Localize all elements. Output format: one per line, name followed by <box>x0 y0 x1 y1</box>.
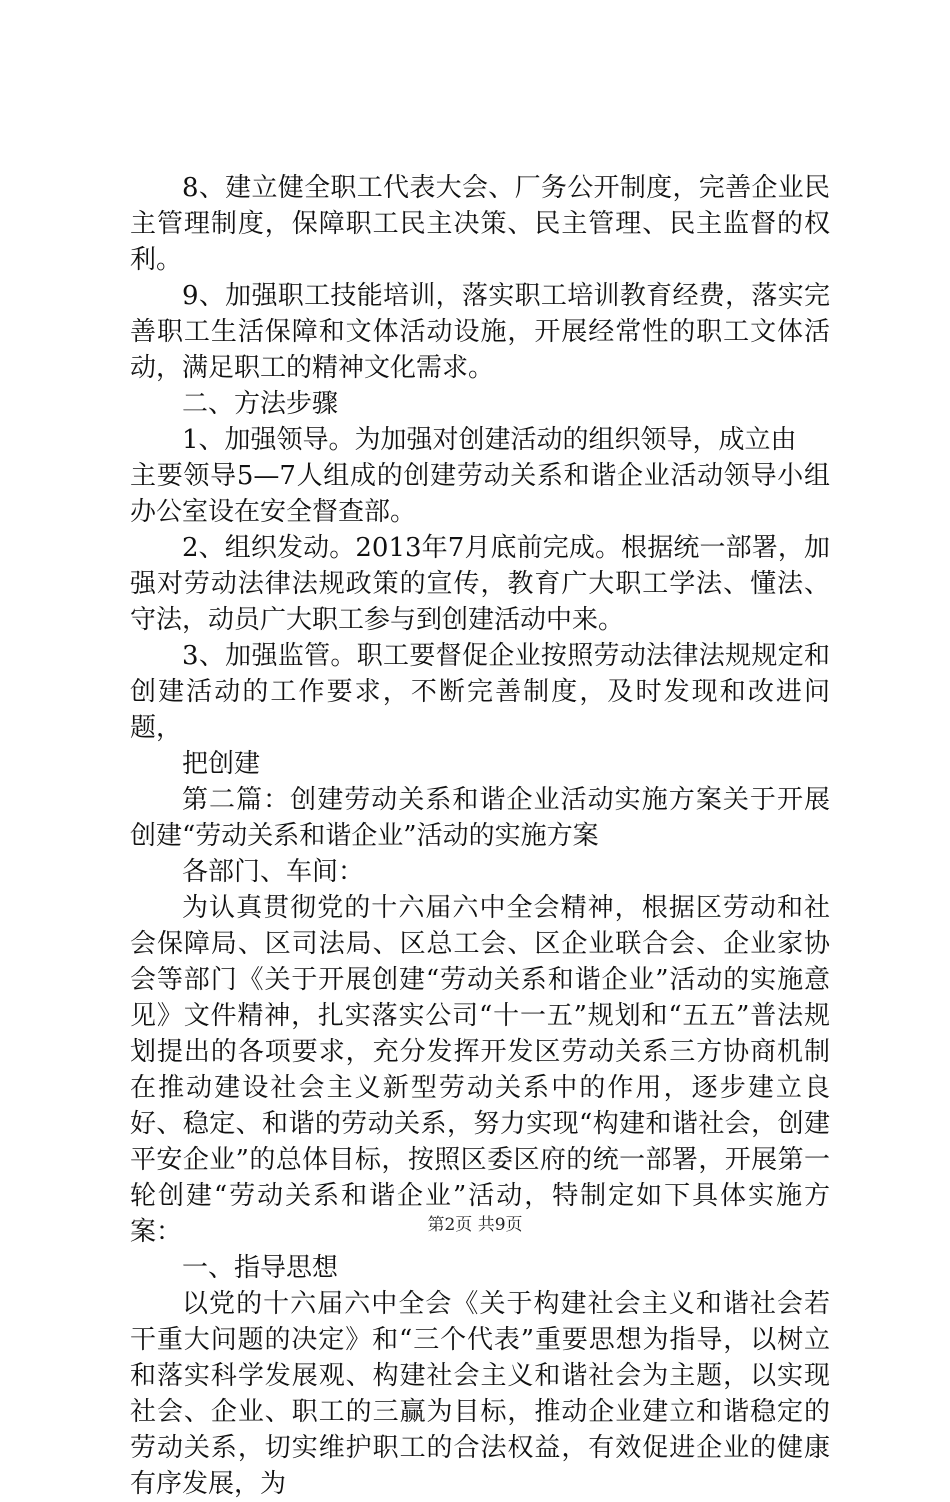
paragraph-item-8: 8、建立健全职工代表大会、厂务公开制度，完善企业民主管理制度，保障职工民主决策、民主管理、民主监督的权利。 <box>130 173 830 275</box>
paragraph-step-3: 3、加强监管。职工要督促企业按照劳动法律法规规定和创建活动的工作要求，不断完善制度，及时发现和改进问题， <box>130 641 830 743</box>
section-title-part-two: 第二篇：创建劳动关系和谐企业活动实施方案关于开展创建“劳动关系和谐企业”活动的实施方案 <box>130 785 830 851</box>
paragraph-intro: 为认真贯彻党的十六届六中全会精神，根据区劳动和社会保障局、区司法局、区总工会、区企业联合会、企业家协会等部门《关于开展创建“劳动关系和谐企业”活动的实施意见》文件精神，扎实落实公司“十一五”规划和“五五”普法规划提出的各项要求，充分发挥开发区劳动关系三方协商机制在推动建设社会主义新型劳动关系中的作用，逐步建立良好、稳定、和谐的劳动关系，努力实现“构建和谐社会，创建平安企业”的总体目标，按照区委区府的统一部署，开展第一轮创建“劳动关系和谐企业”活动，特制定如下具体实施方案： <box>130 893 830 1247</box>
paragraph-item-9: 9、加强职工技能培训，落实职工培训教育经费，落实完善职工生活保障和文体活动设施，开展经常性的职工文体活动，满足职工的精神文化需求。 <box>130 281 830 383</box>
paragraph-step-1-continued: 主要领导5—7人组成的创建劳动关系和谐企业活动领导小组办公室设在安全督查部。 <box>130 461 830 527</box>
salutation: 各部门、车间： <box>182 857 365 887</box>
section-heading-guiding-ideas: 一、指导思想 <box>182 1253 339 1283</box>
section-heading-methods: 二、方法步骤 <box>182 389 339 419</box>
paragraph-step-2: 2、组织发动。2013年7月底前完成。根据统一部署，加强对劳动法律法规政策的宣传，教育广大职工学法、懂法、守法，动员广大职工参与到创建活动中来。 <box>130 533 830 635</box>
page-footer: 第2页 共9页 <box>427 1215 523 1235</box>
paragraph-fragment: 把创建 <box>182 749 261 779</box>
paragraph-guiding-ideas: 以党的十六届六中全会《关于构建社会主义和谐社会若干重大问题的决定》和“三个代表”重要思想为指导，以树立和落实科学发展观、构建社会主义和谐社会为主题，以实现社会、企业、职工的三赢为目标，推动企业建立和谐稳定的劳动关系，切实维护职工的合法权益，有效促进企业的健康有序发展，为 <box>130 1289 830 1499</box>
document-body <box>130 170 830 1502</box>
paragraph-step-1: 1、加强领导。为加强对创建活动的组织领导，成立由 <box>182 425 797 455</box>
